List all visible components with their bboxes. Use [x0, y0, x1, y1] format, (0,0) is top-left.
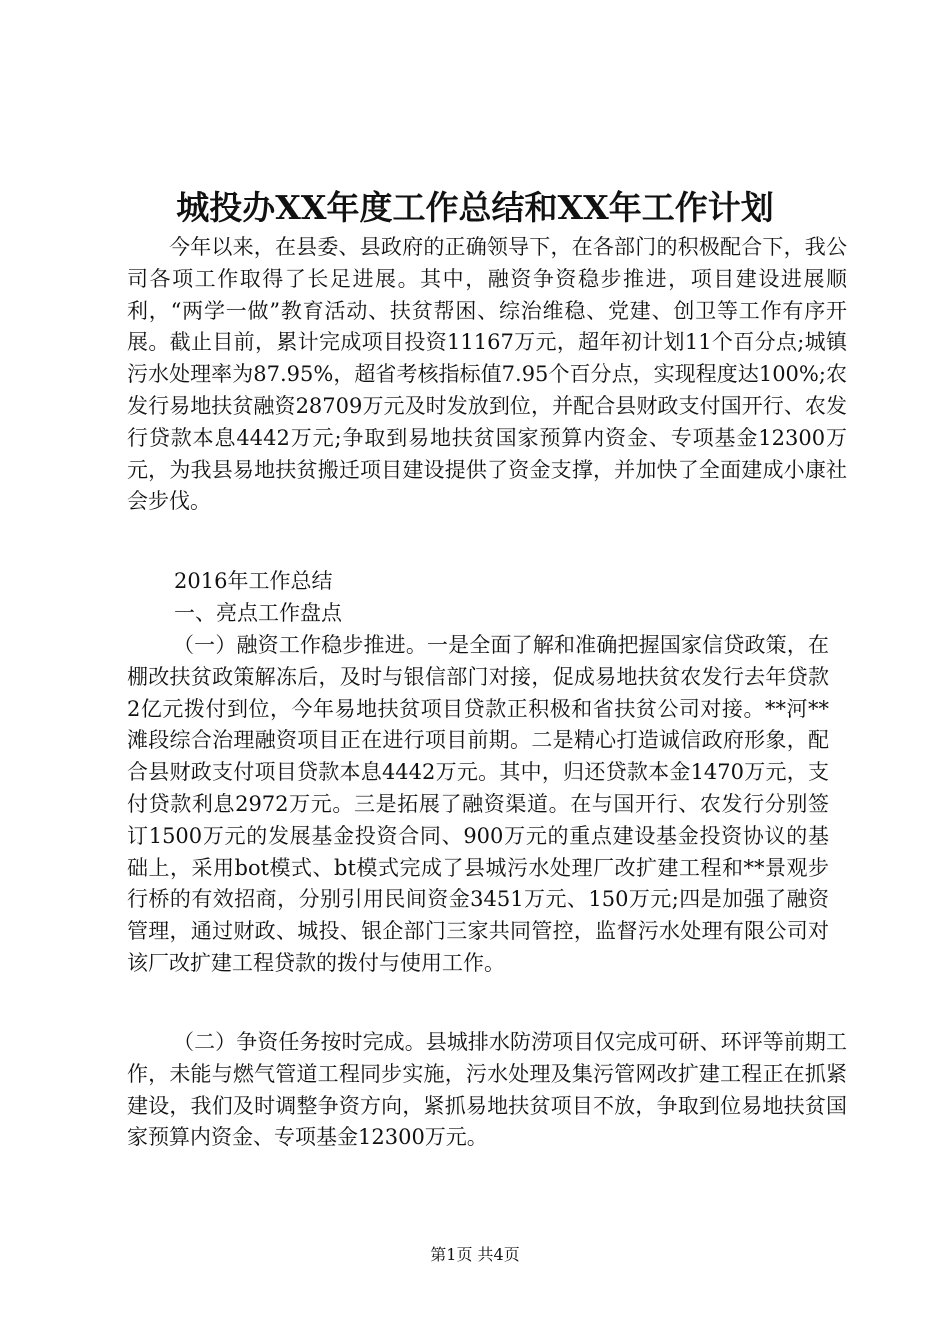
intro-paragraph: 今年以来，在县委、县政府的正确领导下，在各部门的积极配合下，我公司各项工作取得了长足进展。其中，融资争资稳步推进，项目建设进展顺利，“两学一做”教育活动、扶贫帮困、综治维稳、党建、创卫等工作有序开展。截止目前，累计完成项目投资11167万元，超年初计划11个百分点;城镇污水处理率为87.95%，超省考核指标值7.95个百分点，实现程度达100%;农发行易地扶贫融资28709万元及时发放到位，并配合县财政支付国开行、农发行贷款本息4442万元;争取到易地扶贫国家预算内资金、专项基金12300万元，为我县易地扶贫搬迁项目建设提供了资金支撑，并加快了全面建成小康社会步伐。 [127, 235, 847, 514]
section-heading-2016: 2016年工作总结 [174, 569, 333, 593]
paragraph-financing: （一）融资工作稳步推进。一是全面了解和准确把握国家信贷政策，在棚改扶贫政策解冻后，及时与银信部门对接，促成易地扶贫农发行去年贷款2亿元拨付到位，今年易地扶贫项目贷款正积极和省扶贫公司对接。**河**滩段综合治理融资项目正在进行项目前期。二是精心打造诚信政府形象，配合县财政支付项目贷款本息4442万元。其中，归还贷款本金1470万元，支付贷款利息2972万元。三是拓展了融资渠道。在与国开行、农发行分别签订1500万元的发展基金投资合同、900万元的重点建设基金投资协议的基础上，采用bot模式、bt模式完成了县城污水处理厂改扩建工程和**景观步行桥的有效招商，分别引用民间资金3451万元、150万元;四是加强了融资管理，通过财政、城投、银企部门三家共同管控，监督污水处理有限公司对该厂改扩建工程贷款的拨付与使用工作。 [127, 633, 829, 975]
page-number-footer: 第1页 共4页 [430, 1245, 520, 1264]
subsection-heading-highlights: 一、亮点工作盘点 [174, 601, 342, 625]
paragraph-funding: （二）争资任务按时完成。县城排水防涝项目仅完成可研、环评等前期工作，未能与燃气管道工程同步实施，污水处理及集污管网改扩建工程正在抓紧建设，我们及时调整争资方向，紧抓易地扶贫项目不放，争取到位易地扶贫国家预算内资金、专项基金12300万元。 [127, 1030, 847, 1150]
document-title: 城投办XX年度工作总结和XX年工作计划 [176, 188, 774, 227]
